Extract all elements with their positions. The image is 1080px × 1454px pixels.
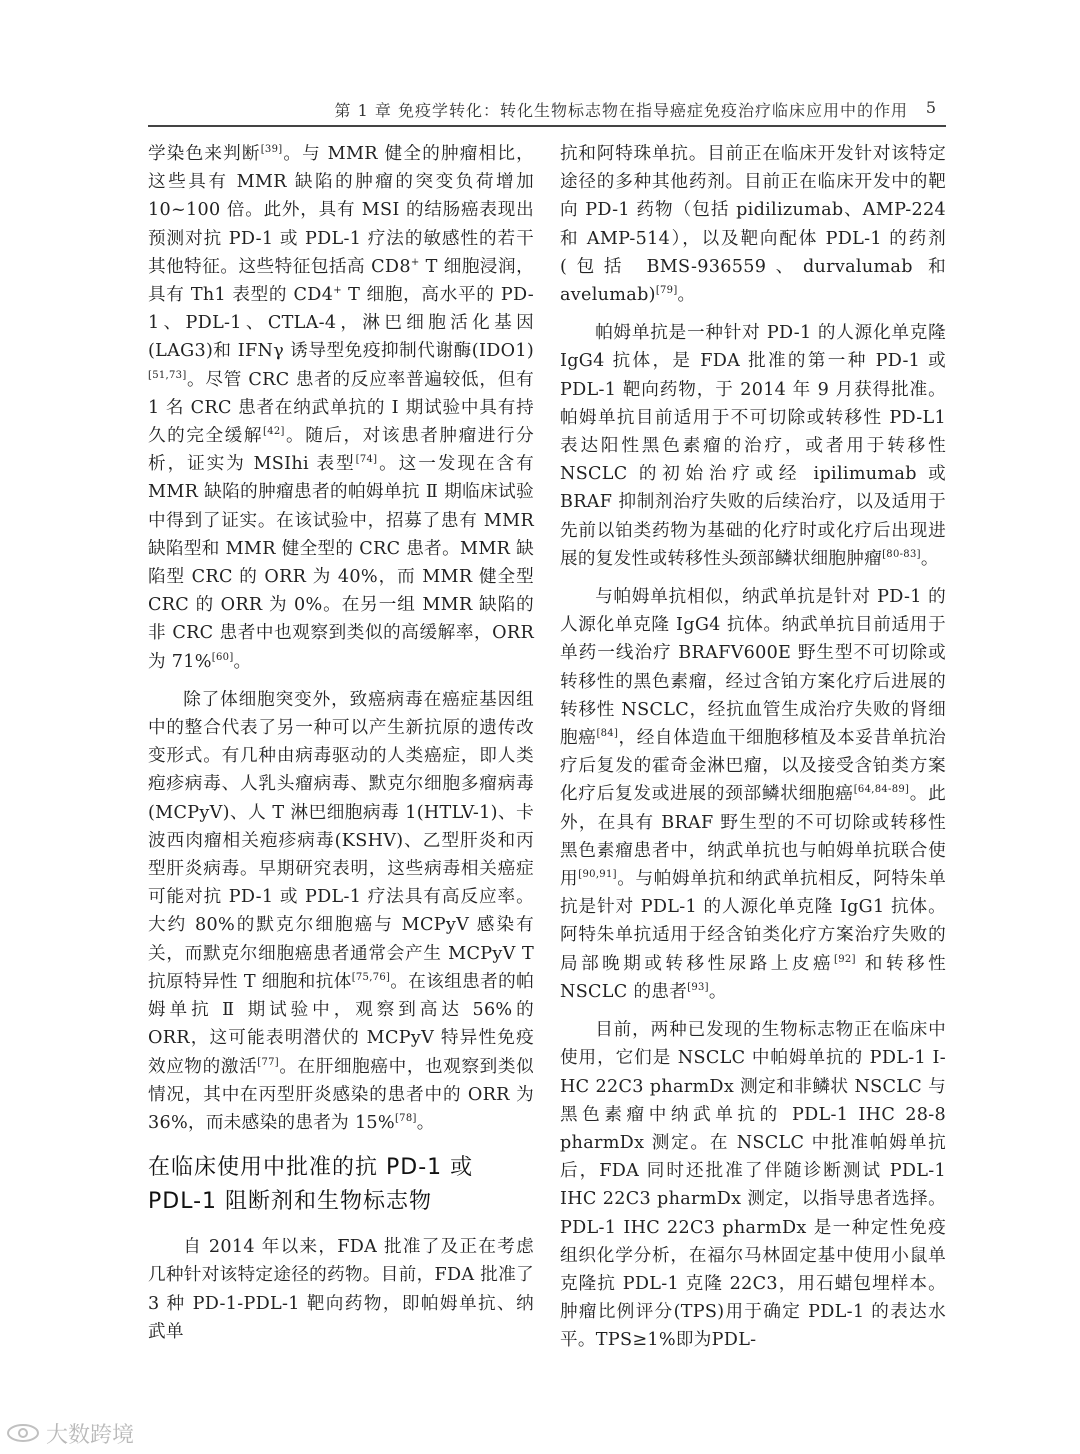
eye-logo-icon xyxy=(6,1421,40,1445)
paragraph: 自 2014 年以来，FDA 批准了及正在考虑几种针对该特定途径的药物。目前，FDA 批准了 3 种 PD-1-PDL-1 靶向药物，即帕姆单抗、纳武单 xyxy=(148,1237,534,1342)
header-rule xyxy=(148,125,946,127)
left-column xyxy=(148,140,534,1356)
paragraph: 除了体细胞突变外，致癌病毒在癌症基因组中的整合代表了另一种可以产生新抗原的遗传改变形式。有几种由病毒驱动的人类癌症，即人类疱疹病毒、人乳头瘤病毒、默克尔细胞多瘤病毒(MCPyV)、人 T 淋巴细胞病毒 1(HTLV-1)、卡波西肉瘤相关疱疹病毒(KSHV)、乙型肝炎和丙型肝炎病毒。早期研究表明，这些病毒相关癌症可能对抗 PD-1 或 PDL-1 疗法具有高反应率。大约 80%的默克尔细胞癌与 MCPyV 感染有关，而默克尔细胞癌患者通常会产生 MCPyV T 抗原特异性 T 细胞和抗体[75,76]。在该组患者的帕姆单抗 Ⅱ 期试验中，观察到高达 56%的 ORR，这可能表明潜伏的 MCPyV 特异性免疫效应物的激活[77]。在肝细胞癌中，也观察到类似情况，其中在丙型肝炎感染的患者中的 ORR 为 36%，而未感染的患者为 15%[78]。 xyxy=(148,689,534,1133)
page-number: 5 xyxy=(925,98,936,117)
section-heading: 在临床使用中批准的抗 PD-1 或 PDL-1 阻断剂和生物标志物 xyxy=(148,1155,474,1215)
running-header xyxy=(148,96,948,124)
paragraph: 帕姆单抗是一种针对 PD-1 的人源化单克隆 IgG4 抗体，是 FDA 批准的第一种 PD-1 或 PDL-1 靶向药物，于 2014 年 9 月获得批准。帕姆单抗目前适用于不可切除或转移性 PD-L1 表达阳性黑色素瘤的治疗，或者用于转移性 NSCLC 的初始治疗或经 ipilimumab 或 BRAF 抑制剂治疗失败的后续治疗，以及适用于先前以铂类药物为基础的化疗时或化疗后出现进展的复发性或转移性头颈部鳞状细胞肿瘤[80-83]。 xyxy=(560,323,946,569)
right-column xyxy=(560,140,946,1365)
paragraph: 与帕姆单抗相似，纳武单抗是针对 PD-1 的人源化单克隆 IgG4 抗体。纳武单抗目前适用于单药一线治疗 BRAFV600E 野生型不可切除或转移性的黑色素瘤，经过含铂方案化疗后进展的转移性 NSCLC，经抗血管生成治疗失败的肾细胞癌[84]，经自体造血干细胞移植及本妥昔单抗治疗后复发的霍奇金淋巴瘤，以及接受含铂类方案化疗后复发或进展的颈部鳞状细胞癌[64,84-89]。此外，在具有 BRAF 野生型的不可切除或转移性黑色素瘤患者中，纳武单抗也与帕姆单抗联合使用[90,91]。与帕姆单抗和纳武单抗相反，阿特朱单抗是针对 PDL-1 的人源化单克隆 IgG1 抗体。阿特朱单抗适用于经含铂类化疗方案治疗失败的局部晚期或转移性尿路上皮癌[92] 和转移性 NSCLC 的患者[93]。 xyxy=(560,587,946,1002)
watermark-text: 大数跨境 xyxy=(46,1422,135,1448)
paragraph: 学染色来判断[39]。与 MMR 健全的肿瘤相比，这些具有 MMR 缺陷的肿瘤的突变负荷增加 10~100 倍。此外，具有 MSI 的结肠癌表现出预测对抗 PD-1 或 PDL-1 疗法的敏感性的若干其他特征。这些特征包括高 CD8+ T 细胞浸润，具有 Th1 表型的 CD4+ T 细胞，高水平的 PD-1、PDL-1、CTLA-4，淋巴细胞活化基因(LAG3)和 IFNγ 诱导型免疫抑制代谢酶(IDO1)[51,73]。尽管 CRC 患者的反应率普遍较低，但有 1 名 CRC 患者在纳武单抗的 Ⅰ 期试验中具有持久的完全缓解[42]。随后，对该患者肿瘤进行分析，证实为 MSIhi 表型[74]。这一发现在含有 MMR 缺陷的肿瘤患者的帕姆单抗 Ⅱ 期临床试验中得到了证实。在该试验中，招募了患有 MMR 缺陷型和 MMR 健全型的 CRC 患者。MMR 缺陷型 CRC 的 ORR 为 40%，而 MMR 健全型 CRC 的 ORR 为 0%。在另一组 MMR 缺陷的非 CRC 患者中也观察到类似的高缓解率，ORR 为 71%[60]。 xyxy=(148,144,535,672)
paragraph: 抗和阿特珠单抗。目前正在临床开发针对该特定途径的多种其他药剂。目前正在临床开发中的靶向 PD-1 药物（包括 pidilizumab、AMP-224 和 AMP-514），以及靶向配体 PDL-1 的药剂(包括 BMS-936559、durvalumab 和 avelumab)[79]。 xyxy=(560,144,946,306)
watermark xyxy=(6,1418,134,1448)
paragraph: 目前，两种已发现的生物标志物正在临床中使用，它们是 NSCLC 中帕姆单抗的 PDL-1 I-HC 22C3 pharmDx 测定和非鳞状 NSCLC 与黑色素瘤中纳武单抗的 PDL-1 IHC 28-8 pharmDx 测定。在 NSCLC 中批准帕姆单抗后，FDA 同时还批准了伴随诊断测试 PDL-1 IHC 22C3 pharmDx 测定，以指导患者选择。PDL-1 IHC 22C3 pharmDx 是一种定性免疫组织化学分析，在福尔马林固定基中使用小鼠单克隆抗 PDL-1 克隆 22C3，用石蜡包埋样本。肿瘤比例评分(TPS)用于确定 PDL-1 的表达水平。TPS≥1%即为PDL- xyxy=(560,1020,946,1351)
header-title: 第 1 章 免疫学转化：转化生物标志物在指导癌症免疫治疗临床应用中的作用 xyxy=(334,101,908,120)
